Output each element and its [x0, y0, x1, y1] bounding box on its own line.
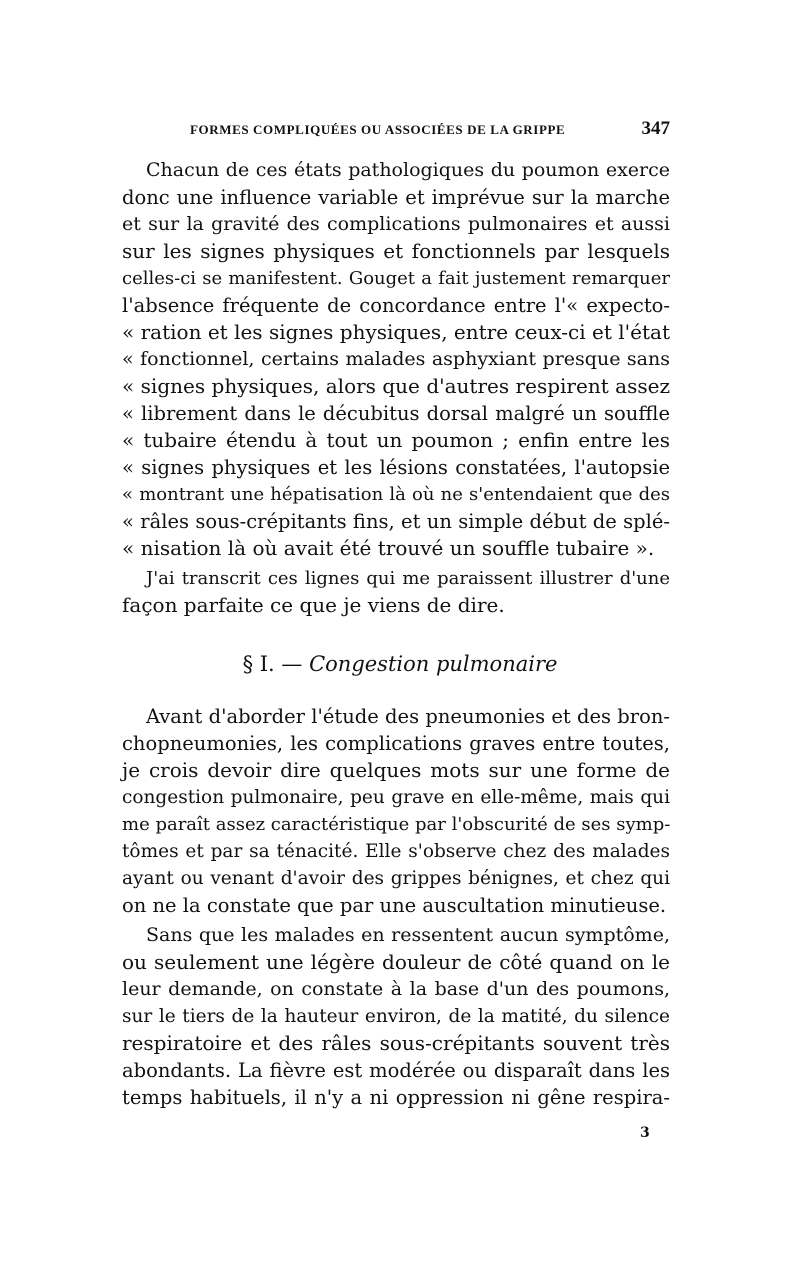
text-line: congestion pulmonaire, peu grave en elle-même, mais qui	[122, 787, 670, 808]
page-header	[180, 120, 670, 144]
text-line: celles-ci se manifestent. Gouget a fait justement remarquer	[122, 268, 670, 289]
text-line: chopneumonies, les complications graves entre toutes,	[122, 732, 670, 755]
text-line: « râles sous-crépitants fins, et un simple début de splé-	[122, 510, 670, 533]
text-line: « librement dans le décubitus dorsal malgré un souffle	[122, 402, 670, 425]
text-line: et sur la gravité des complications pulmonaires et aussi	[122, 213, 670, 235]
text-line: ou seulement une légère douleur de côté quand on le	[122, 950, 670, 974]
text-line: « montrant une hépatisation là où ne s'entendaient que des	[122, 484, 670, 505]
text-line: « signes physiques, alors que d'autres respirent assez	[122, 374, 670, 398]
text-line: ayant ou venant d'avoir des grippes bénignes, et chez qui	[122, 868, 670, 889]
page-number: 347	[641, 118, 670, 139]
text-line: abondants. La fièvre est modérée ou disparaît dans les	[122, 1059, 670, 1082]
text-line: je crois devoir dire quelques mots sur une forme de	[122, 758, 670, 782]
text-line: « nisation là où avait été trouvé un souffle tubaire ».	[122, 536, 655, 560]
text-line: tômes et par sa ténacité. Elle s'observe chez des malades	[122, 841, 670, 862]
text-line: « signes physiques et les lésions constatées, l'autopsie	[122, 456, 670, 479]
text-line: leur demande, on constate à la base d'un des poumons,	[122, 978, 670, 1000]
text-line: sur les signes physiques et fonctionnels par lesquels	[122, 239, 670, 263]
text-line: respiratoire et des râles sous-crépitants souvent très	[122, 1031, 670, 1055]
section-heading	[0, 652, 800, 676]
text-line: sur le tiers de la hauteur environ, de la matité, du silence	[122, 1006, 670, 1027]
text-line: J'ai transcrit ces lignes qui me paraissent illustrer d'une	[146, 568, 670, 589]
section-title: Congestion pulmonaire	[309, 652, 558, 676]
text-line: temps habituels, il n'y a ni oppression ni gêne respira-	[122, 1086, 670, 1109]
text-line: me paraît assez caractéristique par l'obscurité de ses symp-	[122, 814, 671, 835]
text-line: on ne la constate que par une auscultation minutieuse.	[122, 894, 667, 917]
text-line: « tubaire étendu à tout un poumon ; enfin entre les	[122, 428, 670, 452]
text-line: Chacun de ces états pathologiques du poumon exerce	[146, 159, 670, 181]
text-line: Sans que les malades en ressentent aucun symptôme,	[146, 924, 670, 946]
text-line: Avant d'aborder l'étude des pneumonies et des bron-	[146, 705, 670, 728]
text-line: donc une influence variable et imprévue sur la marche	[122, 186, 670, 209]
text-line: l'absence fréquente de concordance entre l'« expecto-	[122, 294, 670, 317]
text-line: façon parfaite ce que je viens de dire.	[122, 593, 505, 617]
signature-mark: 3	[640, 1125, 650, 1141]
text-line: « ration et les signes physiques, entre ceux-ci et l'état	[122, 320, 670, 344]
text-line: « fonctionnel, certains malades asphyxiant presque sans	[122, 348, 670, 370]
running-title: FORMES COMPLIQUÉES OU ASSOCIÉES DE LA GRIPPE	[190, 122, 566, 137]
section-number: § I. —	[242, 652, 303, 676]
